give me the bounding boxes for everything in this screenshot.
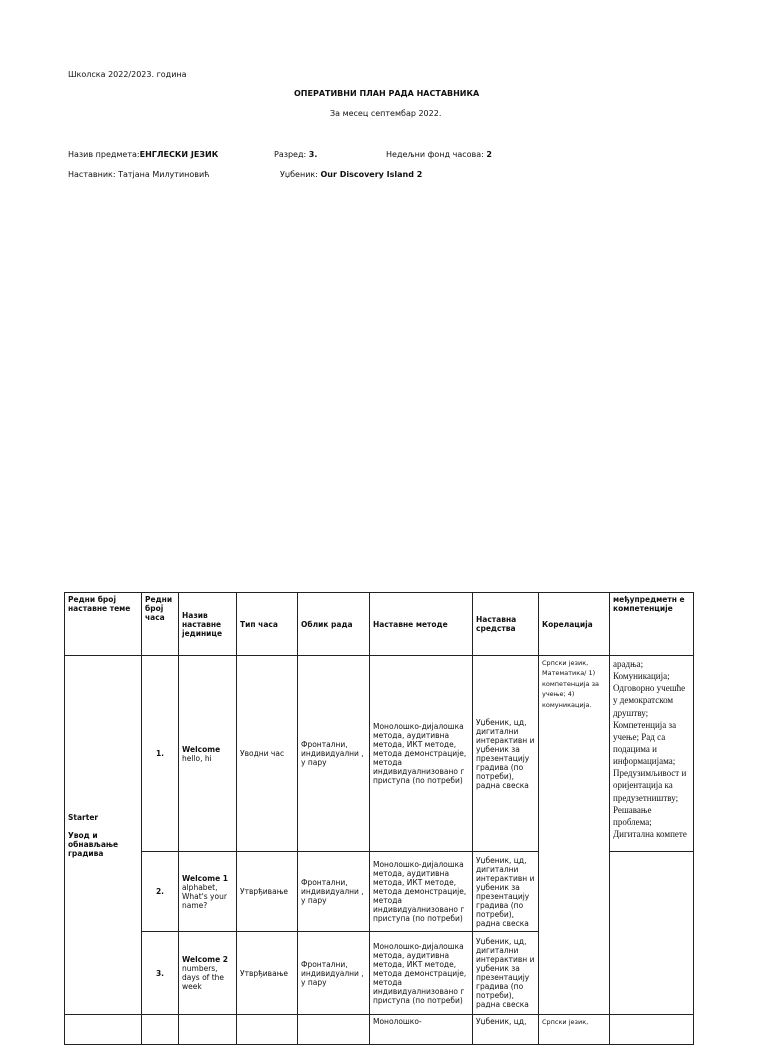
unit-title: Welcome xyxy=(182,744,221,754)
header-cell: Корелација xyxy=(539,593,610,656)
unit-title: Welcome 1 xyxy=(182,873,228,883)
cell xyxy=(610,1015,694,1045)
resources: Уџбеник, цд, дигитални интерактивн и уџбеник за презентацију градива (по потреби), радна свеска xyxy=(473,852,539,932)
resources: Уџбеник, цд, xyxy=(473,1015,539,1045)
methods: Монолошко-дијалошка метода, аудитивна метода, ИКТ методе, метода демонстрације, метода индивидуалнизовано г приступа (по потреби) xyxy=(370,852,473,932)
document-title: ОПЕРАТИВНИ ПЛАН РАДА НАСТАВНИКА xyxy=(294,89,480,98)
topic-subtitle: Увод и обнављање градива xyxy=(68,830,119,858)
competences: арадња; Комуникација; Одговорно учешће у демократском друштву; Компетенција за учење; Рад са подацима и информацијама; Предузимљивост и оријентација ка предузетништву; Решавање проблема; Дигитална компете xyxy=(610,656,694,852)
header-cell: Наставне методе xyxy=(370,593,473,656)
unit-title: Welcome 2 xyxy=(182,955,228,964)
resources: Уџбеник, цд, дигитални интерактивн и уџбеник за презентацију градива (по потреби), радна свеска xyxy=(473,932,539,1015)
methods: Монолошко- xyxy=(370,1015,473,1045)
plan-table xyxy=(64,592,694,1045)
lesson-number: 3. xyxy=(142,932,179,1015)
school-year: Школска 2022/2023. година xyxy=(68,70,187,79)
weekly-label: Недељни фонд часова: xyxy=(386,150,487,159)
table-row xyxy=(65,1015,694,1045)
subject-label: Назив предмета: xyxy=(68,150,140,159)
resources: Уџбеник, цд, дигитални интерактивн и уџбеник за презентацију градива (по потреби), радна свеска xyxy=(473,656,539,852)
lesson-type: Уводни час xyxy=(237,656,298,852)
methods: Монолошко-дијалошка метода, аудитивна метода, ИКТ методе, метода демонстрације, метода индивидуалнизовано г приступа (по потреби) xyxy=(370,656,473,852)
cell xyxy=(65,1015,142,1045)
unit-sub: hello, hi xyxy=(182,753,212,763)
work-form: Фронтални, индивидуални , у пару xyxy=(298,656,370,852)
subject-line xyxy=(68,150,218,159)
lesson-number: 1. xyxy=(142,656,179,852)
competences-empty xyxy=(610,852,694,1015)
correlation: Српски језик, Математика/ 1) компетенција за учење; 4) комуникација. xyxy=(539,656,610,1015)
lesson-number: 2. xyxy=(142,852,179,932)
methods: Монолошко-дијалошка метода, аудитивна метода, ИКТ методе, метода демонстрације, метода индивидуалнизовано г приступа (по потреби) xyxy=(370,932,473,1015)
subject: ЕНГЛЕСКИ ЈЕЗИК xyxy=(139,150,219,159)
teacher: Наставник: Татјана Милутиновић xyxy=(68,170,210,179)
unit-cell xyxy=(179,932,237,1015)
weekly-hours: 2 xyxy=(486,150,492,159)
header-cell: Редни број часа xyxy=(142,593,179,656)
correlation: Српски језик, xyxy=(539,1015,610,1045)
unit-sub: alphabet, What's your name? xyxy=(182,882,227,910)
lesson-type: Утврђивање xyxy=(237,932,298,1015)
topic-title: Starter xyxy=(68,812,99,822)
header-cell: Наставна средства xyxy=(473,593,539,656)
month: За месец септембар 2022. xyxy=(330,109,442,118)
header-cell: Назив наставне јединице xyxy=(179,593,237,656)
work-form: Фронтални, индивидуални , у пару xyxy=(298,852,370,932)
weekly-line xyxy=(386,150,492,159)
grade-label: Разред: xyxy=(274,150,309,159)
table-row xyxy=(65,656,694,852)
unit-cell xyxy=(179,656,237,852)
grade-line xyxy=(274,150,317,159)
cell xyxy=(298,1015,370,1045)
topic-cell xyxy=(65,656,142,1015)
header-cell: Тип часа xyxy=(237,593,298,656)
header-cell: међупредметн е компетенције xyxy=(610,593,694,656)
cell xyxy=(142,1015,179,1045)
unit-cell xyxy=(179,852,237,932)
unit-sub: numbers, days of the week xyxy=(182,964,225,991)
grade: 3. xyxy=(308,150,318,159)
header-cell: Облик рада xyxy=(298,593,370,656)
header-row xyxy=(65,593,694,656)
work-form: Фронтални, индивидуални , у пару xyxy=(298,932,370,1015)
textbook: Our Discovery Island 2 xyxy=(320,170,423,179)
lesson-type: Утврђивање xyxy=(237,852,298,932)
textbook-label: Уџбеник: xyxy=(280,170,321,179)
cell xyxy=(179,1015,237,1045)
cell xyxy=(237,1015,298,1045)
header-cell: Редни број наставне теме xyxy=(65,593,142,656)
textbook-line xyxy=(280,170,422,179)
